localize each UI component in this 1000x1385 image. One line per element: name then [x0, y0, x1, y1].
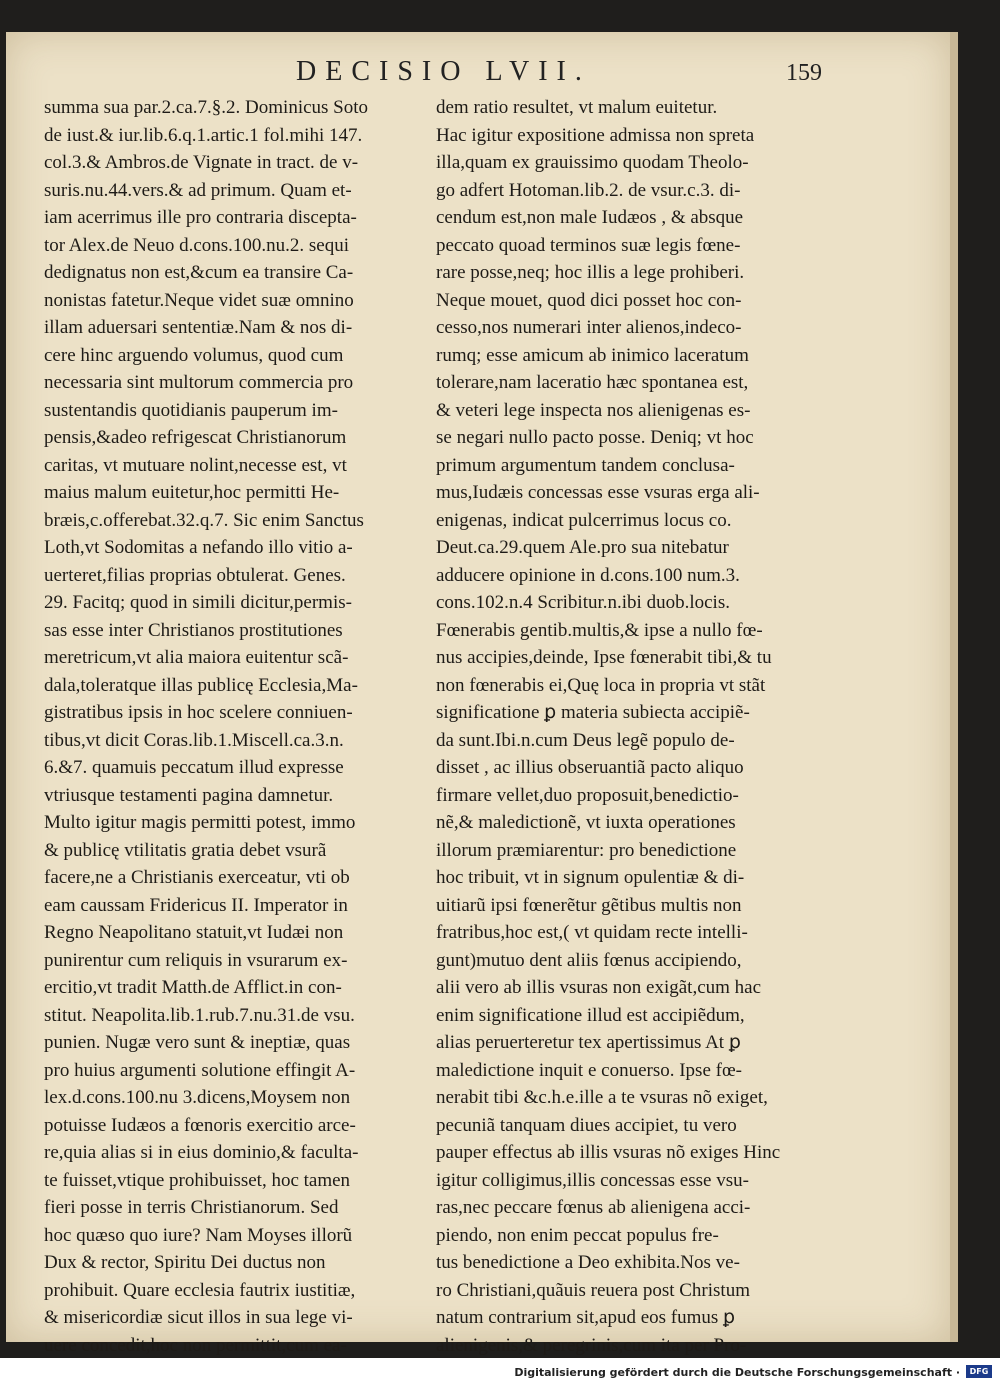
text-line: vtriusque testamenti pagina damnetur.	[44, 784, 334, 806]
text-line: hoc tribuit, vt in signum opulentiæ & di-	[436, 867, 745, 888]
text-line: non fœnerabis ei,Quę loca in propria vt stãt	[436, 674, 766, 696]
text-line: Neque mouet, quod dici posset hoc con-	[436, 289, 742, 311]
dfg-logo: DFG	[966, 1365, 992, 1378]
text-line: pecuniã tanquam diues accipiet, tu vero	[436, 1114, 737, 1136]
text-line: cons.102.n.4 Scribitur.n.ibi duob.locis.	[436, 592, 730, 613]
text-line: Regno Neapolitano statuit,vt Iudæi non	[44, 922, 344, 943]
text-line: dem ratio resultet, vt malum euitetur.	[436, 97, 718, 118]
text-line: Fœnerabis gentib.multis,& ipse a nullo fœ-	[436, 619, 763, 641]
text-line: summa sua par.2.ca.7.§.2. Dominicus Soto	[44, 97, 369, 118]
text-line: hoc quæso quo iure? Nam Moyses illorũ	[44, 1224, 353, 1246]
text-line: nẽ,& maledictionẽ, vt iuxta operationes	[436, 812, 736, 833]
text-line: significatione ꝑ materia subiecta accipiẽ-	[436, 702, 750, 723]
text-line: peccato quoad terminos suæ legis fœne-	[436, 234, 741, 256]
text-line: cendum est,non male Iudæos , & absque	[436, 207, 744, 228]
text-line: potuisse Iudæos a fœnoris exercitio arce-	[44, 1114, 356, 1136]
text-line: cere hinc arguendo volumus, quod cum	[44, 344, 344, 366]
text-line: suris.nu.44.vers.& ad primum. Quam et-	[44, 179, 352, 201]
text-line: piendo, non enim peccat populus fre-	[436, 1224, 719, 1246]
text-line: caritas, vt mutuare nolint,necesse est, vt	[44, 454, 347, 476]
text-line: alias peruerteretur tex apertissimus At ꝑ	[436, 1032, 741, 1053]
running-title: DECISIO LVII.	[296, 56, 591, 87]
text-line: gunt)mutuo dent aliis fœnus accipiendo,	[436, 949, 742, 971]
text-line: nerabit tibi &c.h.e.ille a te vsuras nõ exiget,	[436, 1087, 768, 1108]
text-line: facere,ne a Christianis exerceatur, vti ob	[44, 867, 350, 888]
text-line: maledictione inquit e conuerso. Ipse fœ-	[436, 1059, 743, 1081]
text-line: tibus,vt dicit Coras.lib.1.Miscell.ca.3.n.	[44, 729, 344, 751]
text-line: illorum præmiarentur: pro benedictione	[436, 839, 737, 861]
text-line: cesso,nos numerari inter alienos,indeco-	[436, 317, 742, 338]
text-line: ro Christiani,quãuis reuera post Christum	[436, 1279, 750, 1301]
text-line: alienigenis,& peregrinis,cum ita per Pro-	[436, 1334, 747, 1356]
text-line: uitiarũ ipsi fœnerẽtur gẽtibus multis non	[436, 894, 742, 916]
text-line: se negari nullo pacto posse. Deniq; vt hoc	[436, 427, 754, 448]
text-line: enim significatione illud est accipiẽdum,	[436, 1004, 745, 1026]
text-line: go adfert Hotoman.lib.2. de vsur.c.3. di-	[436, 179, 741, 201]
text-line: uere concedit,hoc non permittit,cum ea-	[44, 1334, 347, 1356]
text-line: Dux & rector, Spiritu Dei ductus non	[44, 1252, 326, 1273]
right-text-column	[436, 94, 798, 1359]
text-line: pauper effectus ab illis vsuras nõ exiges Hinc	[436, 1142, 781, 1163]
text-line: meretricum,vt alia maiora euitentur scã-	[44, 647, 349, 668]
text-line: tor Alex.de Neuo d.cons.100.nu.2. sequi	[44, 234, 350, 256]
text-line: da sunt.Ibi.n.cum Deus legẽ populo de-	[436, 729, 735, 751]
text-line: re,quia alias si in eius dominio,& faculta-	[44, 1142, 359, 1163]
text-line: illam aduersari sententiæ.Nam & nos di-	[44, 317, 353, 338]
text-line: bræis,c.offerebat.32.q.7. Sic enim Sanctus	[44, 509, 364, 531]
text-line: alii vero ab illis vsuras non exigãt,cum hac	[436, 977, 762, 998]
text-line: 29. Facitq; quod in simili dicitur,permis-	[44, 592, 352, 613]
text-line: punien. Nugæ vero sunt & ineptiæ, quas	[44, 1032, 351, 1053]
left-text-column	[44, 94, 404, 1359]
page-number: 159	[786, 60, 822, 86]
text-line: illa,quam ex grauissimo quodam Theolo-	[436, 152, 749, 173]
digitization-footer	[0, 1358, 1000, 1385]
text-line: Loth,vt Sodomitas a nefando illo vitio a-	[44, 537, 353, 558]
text-line: tus benedictione a Deo exhibita.Nos ve-	[436, 1252, 740, 1273]
text-line: sustentandis quotidianis pauperum im-	[44, 399, 338, 421]
text-line: firmare vellet,duo proposuit,benedictio-	[436, 784, 739, 806]
text-line: de iust.& iur.lib.6.q.1.artic.1 fol.mihi 147.	[44, 124, 363, 146]
text-line: stitut. Neapolita.lib.1.rub.7.nu.31.de vsu.	[44, 1004, 355, 1026]
text-line: maius malum euitetur,hoc permitti He-	[44, 482, 340, 503]
text-line: iam acerrimus ille pro contraria disceptа-	[44, 207, 357, 228]
text-line: punirentur cum reliquis in vsurarum ex-	[44, 949, 348, 971]
text-line: eam caussam Fridericus II. Imperator in	[44, 894, 348, 916]
text-line: col.3.& Ambros.de Vignate in tract. de v-	[44, 152, 359, 173]
text-line: ras,nec peccare fœnus ab alienigena acci-	[436, 1197, 751, 1218]
text-line: primum argumentum tandem conclusa-	[436, 454, 735, 476]
funding-credit: Digitalisierung gefördert durch die Deutsche Forschungsgemeinschaft ·	[514, 1366, 960, 1379]
text-line: adducere opinione in d.cons.100 num.3.	[436, 564, 740, 586]
text-line: uerteret,filias proprias obtulerat. Genes.	[44, 564, 346, 586]
text-line: rare posse,neq; hoc illis a lege prohiberi.	[436, 262, 745, 283]
text-line: nus accipies,deinde, Ipse fœnerabit tibi,& tu	[436, 647, 772, 668]
page-edge	[950, 32, 958, 1342]
text-line: ercitio,vt tradit Matth.de Afflict.in con-	[44, 977, 342, 998]
text-line: & publicę vtilitatis gratia debet vsurã	[44, 839, 327, 861]
text-line: necessaria sint multorum commercia pro	[44, 372, 354, 393]
text-line: natum contrarium sit,apud eos fumus ꝑ	[436, 1307, 736, 1328]
text-line: rumq; esse amicum ab inimico laceratum	[436, 344, 749, 366]
text-line: prohibuit. Quare ecclesia fautrix iustitiæ,	[44, 1279, 356, 1301]
text-line: igitur colligimus,illis concessas esse vsu-	[436, 1169, 749, 1191]
text-line: lex.d.cons.100.nu 3.dicens,Moysem non	[44, 1087, 351, 1108]
text-line: gistratibus ipsis in hoc scelere conniuen-	[44, 702, 353, 723]
text-line: fieri posse in terris Christianorum. Sed	[44, 1197, 339, 1218]
text-line: te fuisset,vtique prohibuisset, hoc tamen	[44, 1169, 351, 1191]
text-line: pro huius argumenti solutione effingit A-	[44, 1059, 356, 1081]
text-line: Multo igitur magis permitti potest, immo	[44, 812, 356, 833]
text-line: nonistas fatetur.Neque videt suæ omnino	[44, 289, 354, 311]
text-line: disset , ac illius obseruantiã pacto aliquo	[436, 757, 744, 778]
text-line: dedignatus non est,&cum ea transire Ca-	[44, 262, 354, 283]
text-line: mus,Iudæis concessas esse vsuras erga ali-	[436, 482, 760, 503]
text-line: pensis,&adeo refrigescat Christianorum	[44, 427, 347, 448]
text-line: & veteri lege inspecta nos alienigenas es-	[436, 399, 751, 421]
text-line: tolerare,nam laceratio hæc spontanea est,	[436, 372, 749, 393]
text-line: sas esse inter Christianos prostitutiones	[44, 619, 343, 641]
text-line: Hac igitur expositione admissa non spreta	[436, 124, 755, 146]
book-page	[6, 32, 950, 1356]
text-line: Deut.ca.29.quem Ale.pro sua nitebatur	[436, 537, 729, 558]
text-line: dala,toleratque illas publicę Ecclesia,Ma-	[44, 674, 358, 696]
text-line: 6.&7. quamuis peccatum illud expresse	[44, 757, 344, 778]
text-line: & misericordiæ sicut illos in sua lege vi-	[44, 1307, 353, 1328]
text-line: fratribus,hoc est,( vt quidam recte intelli-	[436, 922, 748, 943]
text-line: enigenas, indicat pulcerrimus locus co.	[436, 509, 732, 531]
